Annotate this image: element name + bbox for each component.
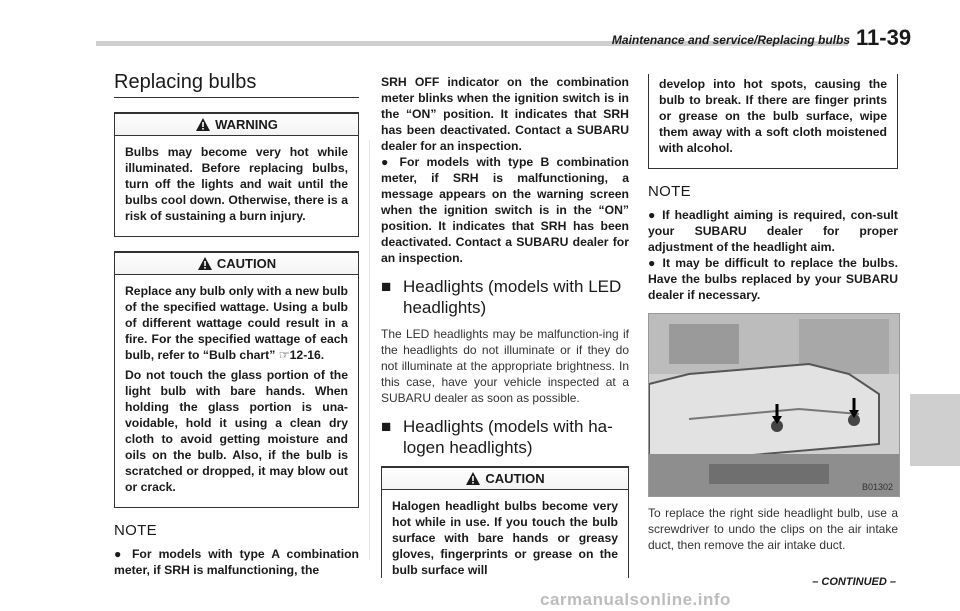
column-1	[114, 70, 359, 578]
running-header: Maintenance and service/Replacing bulbs	[611, 33, 850, 47]
caution-text-1: Replace any bulb only with a new bulb of the specified wattage. Using a bulb of different wattage could result in a fire. For the specified wattage of each bulb, refer to “Bulb chart” ☞12-16.	[125, 284, 348, 362]
caution-text-2: Do not touch the glass portion of the light bulb with bare hands. When holding the glass portion is una-voidable, hold it using a clean dry cloth to avoid getting moisture and oils on the bulb. Also, if the bulb is scratched or dropped, it may blow out or crack.	[125, 368, 348, 494]
replace-right-headlight-text: To replace the right side headlight bulb, use a screwdriver to undo the clips on the air intake duct, then remove the air intake duct.	[648, 506, 898, 552]
watermark: carmanualsonline.info	[540, 590, 731, 609]
warning-text: Bulbs may become very hot while illuminated. Before replacing bulbs, turn off the lights and wait until the bulbs cool down. Otherwise, there is a risk of sustaining a burn injury.	[125, 145, 348, 223]
halogen-caution-text: Halogen headlight bulbs become very hot while in use. If you touch the bulb surface with bare hands or greasy gloves, fingerprints or grease on the bulb surface will	[392, 499, 618, 577]
halogen-caution-box	[381, 466, 629, 578]
led-headlights-heading	[381, 276, 629, 318]
warning-triangle-icon	[197, 256, 213, 271]
caution-box-continued	[648, 74, 898, 169]
halogen-headlights-title: Headlights (models with ha-logen headlights)	[403, 417, 613, 457]
note-text-cont: SRH OFF indicator on the combination meter blinks when the ignition switch is in the “ON” position. It indicates that SRH has been deactivated. Contact a SUBARU dealer for an inspection.	[381, 75, 629, 153]
warning-header	[115, 113, 358, 136]
section-marker-icon: ■	[381, 417, 392, 436]
page-number: 11-39	[856, 25, 912, 50]
note-text-aiming: ● If headlight aiming is required, con-sult your SUBARU dealer for proper adjustment of the headlight aim.	[648, 208, 898, 254]
halogen-headlights-heading	[381, 416, 629, 458]
led-headlights-text: The LED headlights may be malfunction-ing if the headlights do not illuminate or if they do not illuminate at the appropriate brightness. In this case, have your vehicle inspected at a SUBARU dealer as soon as possible.	[381, 327, 629, 405]
caution-header	[115, 252, 358, 275]
column-2	[381, 74, 629, 582]
warning-triangle-icon	[195, 117, 211, 132]
column-3	[648, 74, 898, 559]
column-divider	[369, 140, 370, 560]
note-title: NOTE	[114, 522, 157, 539]
warning-triangle-icon	[465, 471, 481, 486]
caution-text-cont: develop into hot spots, causing the bulb to break. If there are finger prints or grease on the bulb surface, wipe them away with a soft cloth moistened with alcohol.	[659, 77, 887, 155]
note-title-2: NOTE	[648, 183, 691, 200]
figure-code: B01302	[861, 482, 893, 492]
chapter-thumb-tab	[910, 394, 960, 466]
caution-box	[114, 251, 359, 508]
halogen-caution-label: CAUTION	[485, 471, 545, 486]
section-title: Replacing bulbs	[114, 70, 359, 98]
warning-label: WARNING	[215, 117, 278, 132]
led-headlights-title: Headlights (models with LED headlights)	[403, 277, 622, 317]
halogen-caution-header	[382, 467, 628, 490]
note-text: ● For models with type A combination meter, if SRH is malfunctioning, the	[114, 547, 359, 577]
section-marker-icon: ■	[381, 277, 392, 296]
note-text-difficult: ● It may be difficult to replace the bulbs. Have the bulbs replaced by your SUBARU dealer if necessary.	[648, 256, 898, 302]
warning-box	[114, 112, 359, 237]
engine-bay-illustration	[649, 314, 899, 496]
continued-label: – CONTINUED –	[812, 576, 896, 588]
caution-label: CAUTION	[216, 256, 277, 271]
engine-bay-photo	[648, 313, 900, 497]
note-text-b: ● For models with type B combination meter, if SRH is malfunctioning, a message appears on the warning screen when the ignition switch is in the “ON” position. It indicates that SRH has been deactivated. Contact a SUBARU dealer for an inspection.	[381, 155, 629, 265]
